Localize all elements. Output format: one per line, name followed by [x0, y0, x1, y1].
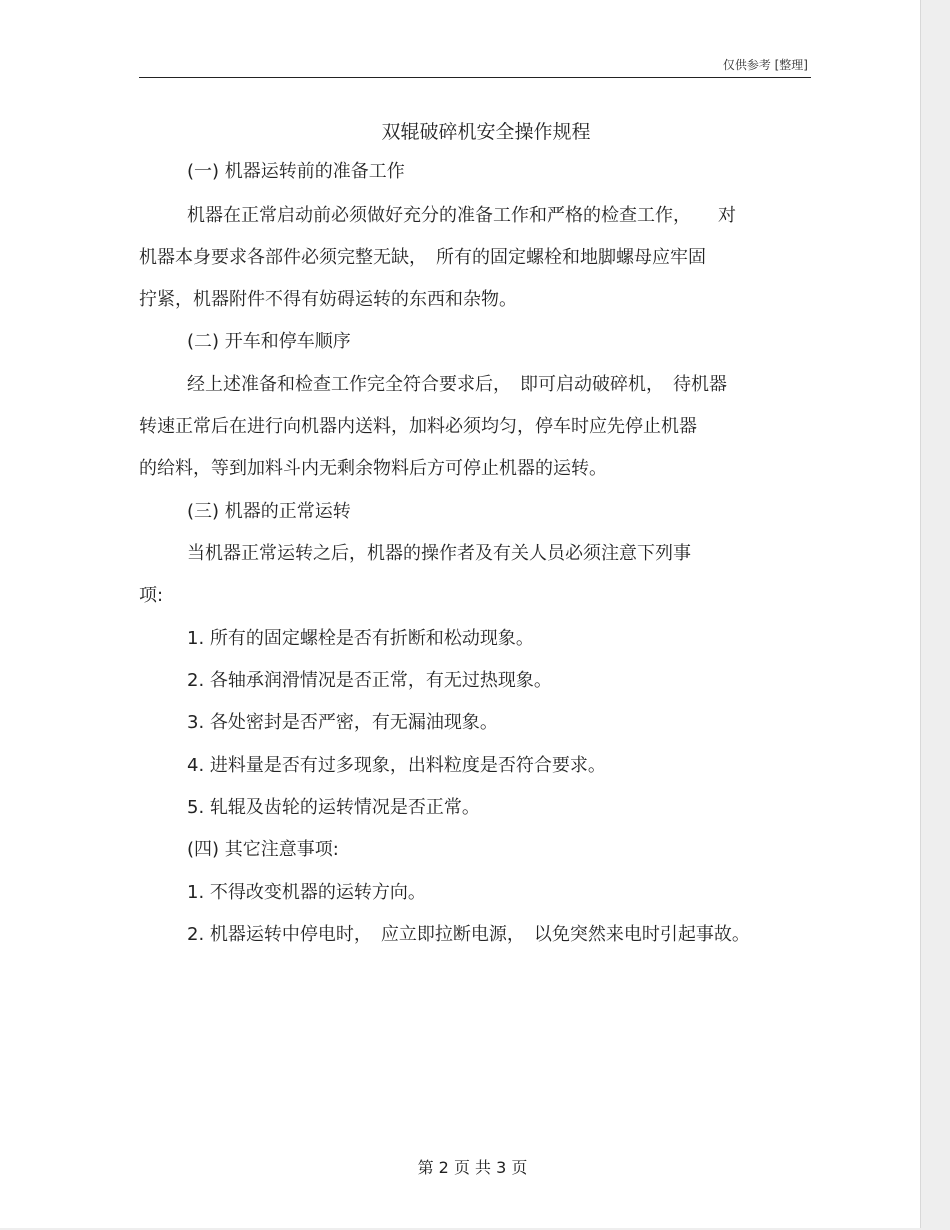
paragraph-line: 的给料，等到加料斗内无剩余物料后方可停止机器的运转。	[139, 458, 607, 479]
paragraph-line: 机器在正常启动前必须做好充分的准备工作和严格的检查工作， 对	[187, 205, 736, 226]
section-heading-3: (三) 机器的正常运转	[187, 501, 351, 522]
header-note: 仅供参考 [整理]	[722, 58, 808, 72]
list-item: 1. 所有的固定螺栓是否有折断和松动现象。	[187, 628, 534, 649]
paragraph-line: 项:	[139, 585, 164, 606]
list-item: 2. 机器运转中停电时， 应立即拉断电源， 以免突然来电时引起事故。	[187, 924, 750, 945]
list-item: 4. 进料量是否有过多现象，出料粒度是否符合要求。	[187, 755, 606, 776]
section-heading-1: (一) 机器运转前的准备工作	[187, 161, 405, 182]
paragraph-line: 转速正常后在进行向机器内送料，加料必须均匀，停车时应先停止机器	[139, 416, 697, 437]
page-number: 第 2 页 共 3 页	[417, 1158, 528, 1177]
paragraph-line: 机器本身要求各部件必须完整无缺， 所有的固定螺栓和地脚螺母应牢固	[139, 247, 706, 268]
list-item: 3. 各处密封是否严密，有无漏油现象。	[187, 712, 498, 733]
header-divider	[139, 77, 811, 78]
section-heading-4: (四) 其它注意事项:	[187, 839, 339, 860]
section-heading-2: (二) 开车和停车顺序	[187, 331, 351, 352]
paragraph-line: 当机器正常运转之后，机器的操作者及有关人员必须注意下列事	[187, 543, 691, 564]
list-item: 2. 各轴承润滑情况是否正常，有无过热现象。	[187, 670, 552, 691]
list-item: 5. 轧辊及齿轮的运转情况是否正常。	[187, 797, 480, 818]
paragraph-line: 拧紧，机器附件不得有妨碍运转的东西和杂物。	[139, 289, 517, 310]
list-item: 1. 不得改变机器的运转方向。	[187, 882, 426, 903]
paragraph-line: 经上述准备和检查工作完全符合要求后， 即可启动破碎机， 待机器	[187, 374, 727, 395]
document-title: 双辊破碎机安全操作规程	[381, 121, 591, 143]
